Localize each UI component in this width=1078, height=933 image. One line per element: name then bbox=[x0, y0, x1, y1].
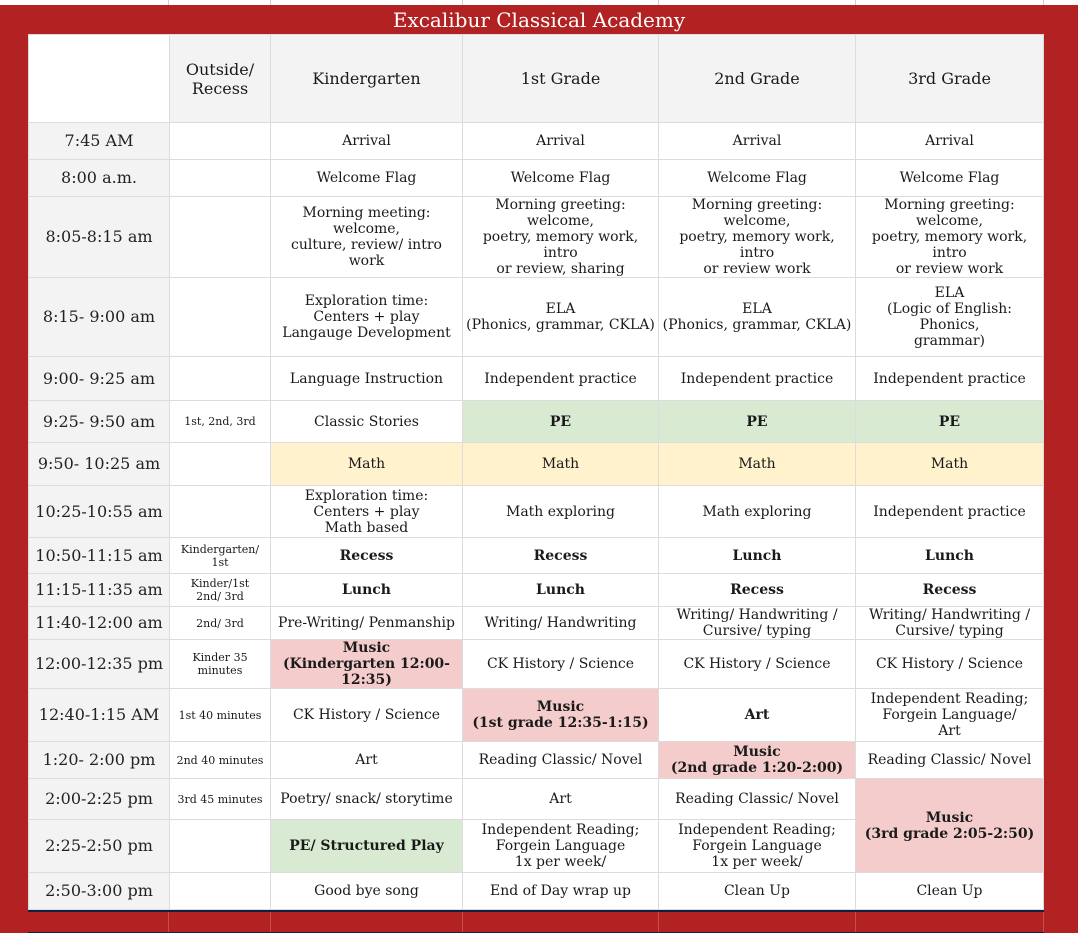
table-row bbox=[29, 538, 1044, 574]
time-cell: 2:25-2:50 pm bbox=[29, 820, 170, 873]
grade1-cell: Art bbox=[463, 779, 659, 820]
grade2-cell: Writing/ Handwriting / Cursive/ typing bbox=[659, 607, 856, 640]
kindergarten-cell: Lunch bbox=[271, 574, 463, 607]
grade2-cell: Lunch bbox=[659, 538, 856, 574]
kindergarten-cell: Good bye song bbox=[271, 873, 463, 910]
grade3-cell: ELA (Logic of English: Phonics, grammar) bbox=[856, 278, 1044, 357]
recess-cell: 3rd 45 minutes bbox=[170, 779, 271, 820]
grade1-cell: Lunch bbox=[463, 574, 659, 607]
table-row bbox=[29, 357, 1044, 401]
grade3-cell: Welcome Flag bbox=[856, 160, 1044, 197]
grade3-math-cell: Math bbox=[856, 443, 1044, 486]
grade1-cell: CK History / Science bbox=[463, 640, 659, 689]
grade3-music-cell: Music (3rd grade 2:05-2:50) bbox=[856, 779, 1044, 873]
grade2-cell: Clean Up bbox=[659, 873, 856, 910]
kindergarten-cell: Poetry/ snack/ storytime bbox=[271, 779, 463, 820]
grade2-cell: Arrival bbox=[659, 123, 856, 160]
grade2-cell: Independent practice bbox=[659, 357, 856, 401]
header-time bbox=[29, 35, 170, 123]
table-row bbox=[29, 873, 1044, 910]
header-1st-grade: 1st Grade bbox=[463, 35, 659, 123]
table-row bbox=[29, 574, 1044, 607]
time-cell: 11:15-11:35 am bbox=[29, 574, 170, 607]
kindergarten-cell: Recess bbox=[271, 538, 463, 574]
kindergarten-cell: Arrival bbox=[271, 123, 463, 160]
grade3-pe-cell: PE bbox=[856, 401, 1044, 443]
bottom-grid-strip bbox=[0, 912, 1078, 932]
table-row bbox=[29, 779, 1044, 820]
grade1-pe-cell: PE bbox=[463, 401, 659, 443]
table-row bbox=[29, 401, 1044, 443]
header-3rd-grade: 3rd Grade bbox=[856, 35, 1044, 123]
recess-cell: Kinder 35 minutes bbox=[170, 640, 271, 689]
grade1-cell: Independent Reading; Forgein Language 1x per week/ bbox=[463, 820, 659, 873]
time-cell: 9:50- 10:25 am bbox=[29, 443, 170, 486]
table-row bbox=[29, 742, 1044, 779]
grade2-cell: CK History / Science bbox=[659, 640, 856, 689]
grade3-cell: Recess bbox=[856, 574, 1044, 607]
time-cell: 8:15- 9:00 am bbox=[29, 278, 170, 357]
recess-cell: Kinder/1st 2nd/ 3rd bbox=[170, 574, 271, 607]
time-cell: 2:00-2:25 pm bbox=[29, 779, 170, 820]
grade2-cell: Math exploring bbox=[659, 486, 856, 538]
time-cell: 11:40-12:00 am bbox=[29, 607, 170, 640]
header-row bbox=[29, 35, 1044, 123]
schedule-table bbox=[28, 34, 1044, 933]
table-row bbox=[29, 443, 1044, 486]
kindergarten-music-cell: Music (Kindergarten 12:00-12:35) bbox=[271, 640, 463, 689]
grade3-cell: Writing/ Handwriting / Cursive/ typing bbox=[856, 607, 1044, 640]
table-row bbox=[29, 197, 1044, 278]
grade1-math-cell: Math bbox=[463, 443, 659, 486]
recess-cell: 1st, 2nd, 3rd bbox=[170, 401, 271, 443]
table-row bbox=[29, 607, 1044, 640]
grade1-cell: Writing/ Handwriting bbox=[463, 607, 659, 640]
grade2-cell: Art bbox=[659, 689, 856, 742]
grade2-cell: Welcome Flag bbox=[659, 160, 856, 197]
time-cell: 8:00 a.m. bbox=[29, 160, 170, 197]
time-cell: 9:25- 9:50 am bbox=[29, 401, 170, 443]
recess-cell bbox=[170, 443, 271, 486]
grade3-cell: Reading Classic/ Novel bbox=[856, 742, 1044, 779]
top-grid-strip bbox=[0, 0, 1078, 5]
grade3-cell: Clean Up bbox=[856, 873, 1044, 910]
kindergarten-cell: Language Instruction bbox=[271, 357, 463, 401]
time-cell: 8:05-8:15 am bbox=[29, 197, 170, 278]
grade2-cell: Reading Classic/ Novel bbox=[659, 779, 856, 820]
school-title: Excalibur Classical Academy bbox=[392, 8, 686, 32]
grade3-cell: Independent Reading; Forgein Language/ Art bbox=[856, 689, 1044, 742]
grade1-cell: End of Day wrap up bbox=[463, 873, 659, 910]
grade2-math-cell: Math bbox=[659, 443, 856, 486]
table-row bbox=[29, 486, 1044, 538]
table-row bbox=[29, 160, 1044, 197]
grade1-cell: Reading Classic/ Novel bbox=[463, 742, 659, 779]
recess-cell bbox=[170, 123, 271, 160]
recess-cell bbox=[170, 357, 271, 401]
grade1-cell: Morning greeting: welcome, poetry, memory work, intro or review, sharing bbox=[463, 197, 659, 278]
time-cell: 9:00- 9:25 am bbox=[29, 357, 170, 401]
kindergarten-cell: Classic Stories bbox=[271, 401, 463, 443]
grade1-cell: Welcome Flag bbox=[463, 160, 659, 197]
recess-cell: 2nd/ 3rd bbox=[170, 607, 271, 640]
recess-cell: Kindergarten/ 1st bbox=[170, 538, 271, 574]
grade2-cell: Recess bbox=[659, 574, 856, 607]
grade1-music-cell: Music (1st grade 12:35-1:15) bbox=[463, 689, 659, 742]
recess-cell bbox=[170, 197, 271, 278]
recess-cell: 2nd 40 minutes bbox=[170, 742, 271, 779]
recess-cell bbox=[170, 278, 271, 357]
kindergarten-pe-cell: PE/ Structured Play bbox=[271, 820, 463, 873]
grade2-music-cell: Music (2nd grade 1:20-2:00) bbox=[659, 742, 856, 779]
time-cell: 10:50-11:15 am bbox=[29, 538, 170, 574]
grade3-cell: CK History / Science bbox=[856, 640, 1044, 689]
time-cell: 12:00-12:35 pm bbox=[29, 640, 170, 689]
grade2-pe-cell: PE bbox=[659, 401, 856, 443]
table-row bbox=[29, 640, 1044, 689]
recess-cell bbox=[170, 820, 271, 873]
grade1-cell: Math exploring bbox=[463, 486, 659, 538]
time-cell: 12:40-1:15 AM bbox=[29, 689, 170, 742]
header-kindergarten: Kindergarten bbox=[271, 35, 463, 123]
kindergarten-cell: Exploration time: Centers + play Langauge Development bbox=[271, 278, 463, 357]
kindergarten-cell: Morning meeting: welcome, culture, review/ intro work bbox=[271, 197, 463, 278]
recess-cell bbox=[170, 486, 271, 538]
grade1-cell: Arrival bbox=[463, 123, 659, 160]
grade1-cell: Independent practice bbox=[463, 357, 659, 401]
recess-cell bbox=[170, 160, 271, 197]
grade2-cell: Morning greeting: welcome, poetry, memory work, intro or review work bbox=[659, 197, 856, 278]
header-outside-recess: Outside/ Recess bbox=[170, 35, 271, 123]
grade2-cell: ELA (Phonics, grammar, CKLA) bbox=[659, 278, 856, 357]
header-2nd-grade: 2nd Grade bbox=[659, 35, 856, 123]
grade2-cell: Independent Reading; Forgein Language 1x per week/ bbox=[659, 820, 856, 873]
kindergarten-cell: Welcome Flag bbox=[271, 160, 463, 197]
table-row bbox=[29, 689, 1044, 742]
grade3-cell: Independent practice bbox=[856, 357, 1044, 401]
grade3-cell: Independent practice bbox=[856, 486, 1044, 538]
grade1-cell: ELA (Phonics, grammar, CKLA) bbox=[463, 278, 659, 357]
time-cell: 10:25-10:55 am bbox=[29, 486, 170, 538]
recess-cell bbox=[170, 873, 271, 910]
time-cell: 7:45 AM bbox=[29, 123, 170, 160]
grade1-cell: Recess bbox=[463, 538, 659, 574]
kindergarten-cell: Art bbox=[271, 742, 463, 779]
kindergarten-cell: CK History / Science bbox=[271, 689, 463, 742]
grade3-cell: Morning greeting: welcome, poetry, memory work, intro or review work bbox=[856, 197, 1044, 278]
kindergarten-cell: Pre-Writing/ Penmanship bbox=[271, 607, 463, 640]
recess-cell: 1st 40 minutes bbox=[170, 689, 271, 742]
grade3-cell: Lunch bbox=[856, 538, 1044, 574]
time-cell: 2:50-3:00 pm bbox=[29, 873, 170, 910]
table-row bbox=[29, 123, 1044, 160]
time-cell: 1:20- 2:00 pm bbox=[29, 742, 170, 779]
grade3-cell: Arrival bbox=[856, 123, 1044, 160]
table-row bbox=[29, 278, 1044, 357]
kindergarten-math-cell: Math bbox=[271, 443, 463, 486]
kindergarten-cell: Exploration time: Centers + play Math based bbox=[271, 486, 463, 538]
